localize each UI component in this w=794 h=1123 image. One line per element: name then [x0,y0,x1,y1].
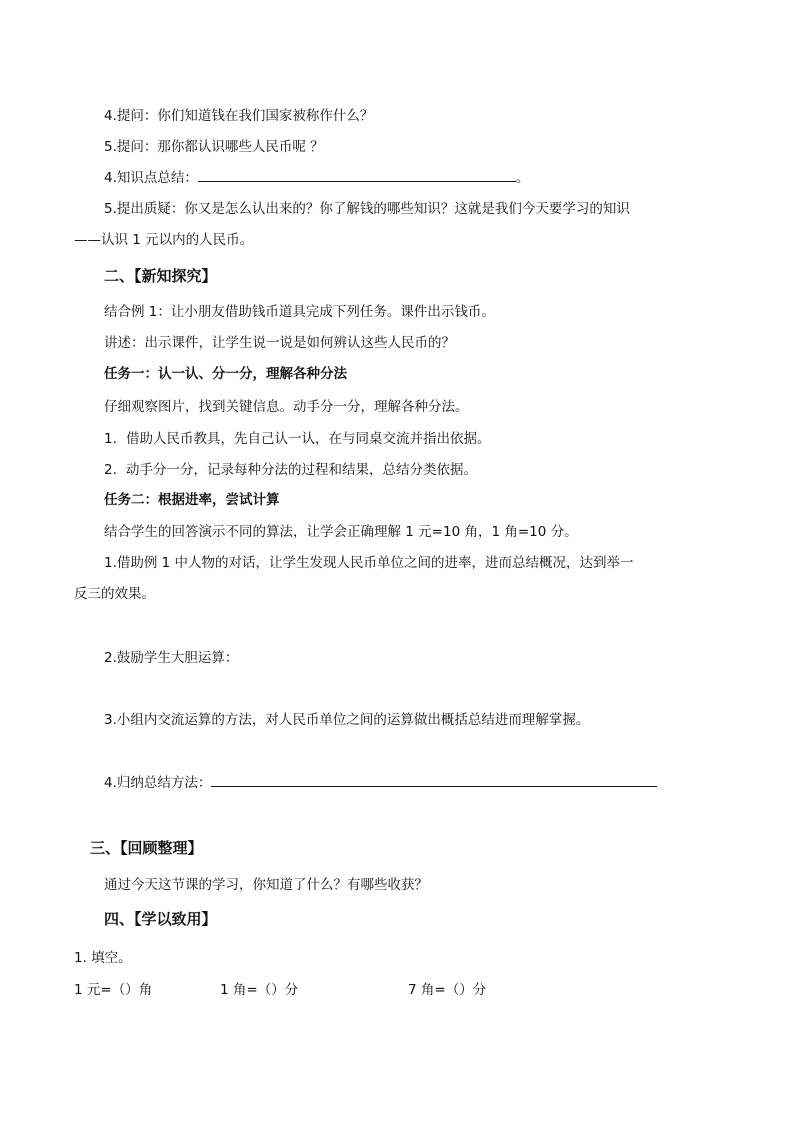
task2-point1-line2: 反三的效果。 [74,586,155,602]
task2-title: 任务二：根据进率，尝试计算 [104,492,280,508]
task2-point3: 3.小组内交流运算的方法，对人民币单位之间的运算做出概括总结进而理解掌握。 [104,712,590,728]
task1-item-1-text: 借助人民币教具，先自己认一认，在与同桌交流并指出依据。 [126,431,491,447]
fill-blank-item-2: 1 角=（）分 [220,982,299,998]
narrate-text: 讲述：出示课件，让学生说一说是如何辨认这些人民币的？ [104,335,455,351]
fill-blank-item-1: 1 元=（）角 [74,982,153,998]
section3-title: 三、【回顾整理】 [90,839,203,857]
task1-item-1-num: 1. [104,431,117,447]
fill-blank-title: 1. 填空。 [74,950,132,966]
question-5: 5.提问：那你都认识哪些人民币呢 ？ [104,139,324,155]
knowledge-summary [104,166,529,186]
doubt-paragraph-line1: 5.提出质疑：你又是怎么认出来的？你了解钱的哪些知识？这就是我们今天要学习的知识 [104,201,630,217]
task2-point2: 2.鼓励学生大胆运算： [104,650,239,666]
knowledge-summary-label: 4.知识点总结： [104,170,198,186]
task2-intro: 结合学生的回答演示不同的算法，让学会正确理解 1 元=10 角，1 角=10 分。 [104,524,578,540]
knowledge-summary-blank[interactable] [198,167,516,182]
task2-point4 [104,771,657,791]
example-text: 结合例 1：让小朋友借助钱币道具完成下列任务。课件出示钱币。 [104,304,495,320]
task1-intro: 仔细观察图片，找到关键信息。动手分一分，理解各种分法。 [104,399,469,415]
section2-title: 二、【新知探究】 [104,267,217,285]
task1-item-2-num: 2. [104,462,117,478]
task1-item-1 [104,427,491,447]
task1-item-2 [104,458,477,478]
question-4: 4.提问：你们知道钱在我们国家被称作什么？ [104,108,374,124]
method-summary-blank[interactable] [211,772,657,787]
fill-blank-item-3: 7 角=（）分 [408,982,487,998]
task2-point4-label: 4.归纳总结方法： [104,775,212,791]
doubt-paragraph-line2: ——认识 1 元以内的人民币。 [74,232,254,248]
section3-text: 通过今天这节课的学习，你知道了什么？有哪些收获？ [104,877,428,893]
section4-title: 四、【学以致用】 [104,910,217,928]
task2-point1-line1: 1.借助例 1 中人物的对话，让学生发现人民币单位之间的进率，进而总结概况，达到举一 [104,555,634,571]
task1-item-2-text: 动手分一分，记录每种分法的过程和结果，总结分类依据。 [126,462,477,478]
knowledge-summary-end: 。 [515,170,530,186]
task1-title: 任务一：认一认、分一分，理解各种分法 [104,366,347,382]
